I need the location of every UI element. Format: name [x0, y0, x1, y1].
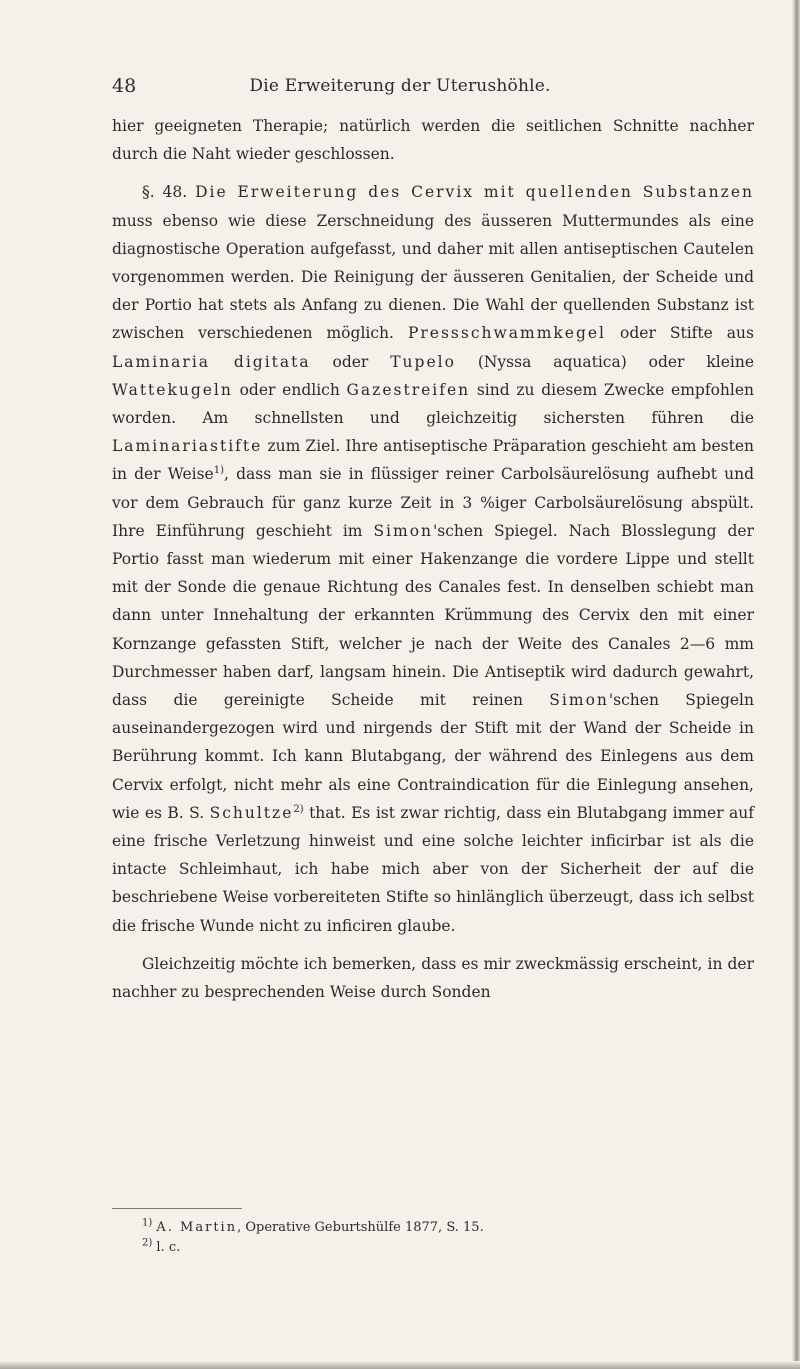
- footnote-ref: 1): [213, 465, 224, 477]
- paragraph-final: Gleichzeitig möchte ich bemerken, dass es mir zweckmässig erscheint, in der nachher zu besprechenden Weise durch Sonden: [112, 954, 754, 1002]
- spaced-term: Tupelo: [390, 352, 456, 371]
- footnote-divider: [112, 1208, 242, 1209]
- spaced-term: Laminaria digitata: [112, 352, 311, 371]
- text-segment: sind zu diesem Zwecke empfohlen worden. Am schnellsten und gleichzeitig sichersten führen die: [112, 380, 754, 428]
- section-number: §. 48.: [142, 183, 188, 202]
- page-header: [0, 75, 800, 105]
- footnote-text: , Operative Geburtshülfe 1877, S. 15.: [237, 1220, 484, 1235]
- text-segment: oder endlich: [232, 380, 347, 399]
- text-segment: that. Es ist zwar richtig, dass ein Blutabgang immer auf eine frische Verletzung hinweist und eine solche leichter inficirbar ist als die intacte Schleimhaut, ich habe mich aber von der Sicherheit der auf die beschriebene Weise vorbereiteten Stifte so hinlänglich überzeugt, dass ich selbst die frische Wunde nicht zu inficiren glaube.: [112, 803, 755, 935]
- text-segment: zum Ziel. Ihre antiseptische Präparation geschieht am besten in der Weise: [112, 437, 754, 484]
- section-heading: Die Erweiterung des Cervix mit quellenden Substanzen: [195, 183, 754, 202]
- footnote-ref: 2): [293, 803, 304, 815]
- spaced-term: Schultze: [209, 803, 294, 822]
- footnotes: [112, 1218, 754, 1258]
- spaced-term: Pressschwammkegel: [407, 324, 607, 343]
- body-text: [112, 112, 754, 1006]
- spaced-term: Wattekugeln: [112, 380, 233, 399]
- text-segment: oder Stifte aus: [606, 324, 754, 343]
- spaced-term: Simon: [549, 691, 609, 710]
- footnote-author: A. Martin: [156, 1220, 238, 1235]
- text-segment: 'schen Spiegeln auseinandergezogen wird und nirgends der Stift mit der Wand der Scheide in Berührung kommt. Ich kann Blutabgang, der während des Einlegens aus dem Cervix erfolgt, nicht mehr als eine Contraindication für die Einlegung ansehen, wie es B. S.: [112, 691, 754, 822]
- paragraph-continued: hier geeigneten Therapie; natürlich werden die seitlichen Schnitte nachher durch die Naht wieder geschlossen.: [112, 117, 754, 164]
- spaced-term: Gazestreifen: [346, 380, 471, 399]
- page-edge-shadow: [792, 0, 800, 1369]
- page-bottom-shadow: [0, 1361, 800, 1369]
- text-segment: (Nyssa aquatica) oder kleine: [455, 352, 754, 371]
- footnote-marker: 1): [142, 1217, 153, 1229]
- footnote-2: [112, 1238, 754, 1258]
- text-segment: 'schen Spiegel. Nach Blosslegung der Portio fasst man wiederum mit einer Hakenzange die vordere Lippe und stellt mit der Sonde die genaue Richtung des Canales fest. In denselben schiebt man dann unter Innehaltung der erkannten Krümmung des Cervix den mit einer Kornzange gefassten Stift, welcher je nach der Weite des Canales 2—6 mm Durchmesser haben darf, langsam hinein. Die Antiseptik wird dadurch gewahrt, dass die gereinigte Scheide mit reinen: [112, 521, 754, 710]
- page-number: 48: [112, 75, 137, 97]
- running-title: Die Erweiterung der Uterushöhle.: [249, 76, 551, 96]
- footnote-1: [112, 1218, 754, 1238]
- text-segment: oder: [310, 352, 391, 371]
- text-segment: , dass man sie in flüssiger reiner Carbolsäurelösung aufhebt und vor dem Gebrauch für ganz kurze Zeit in 3 %iger Carbolsäurelösung abspült. Ihre Einführung geschieht im: [112, 465, 754, 540]
- footnote-text: l. c.: [152, 1240, 181, 1255]
- paragraph-section-48: [112, 178, 754, 939]
- text-segment: muss ebenso wie diese Zerschneidung des äusseren Muttermundes als eine diagnostische Operation aufgefasst, und daher mit allen antiseptischen Cautelen vorgenommen werden. Die Reinigung der äusseren Genitalien, der Scheide und der Portio hat stets als Anfang zu dienen. Die Wahl der quellenden Substanz ist zwischen verschiedenen möglich.: [112, 211, 754, 343]
- spaced-term: Laminariastifte: [112, 437, 263, 456]
- footnote-marker: 2): [142, 1237, 153, 1249]
- spaced-term: Simon: [373, 521, 434, 540]
